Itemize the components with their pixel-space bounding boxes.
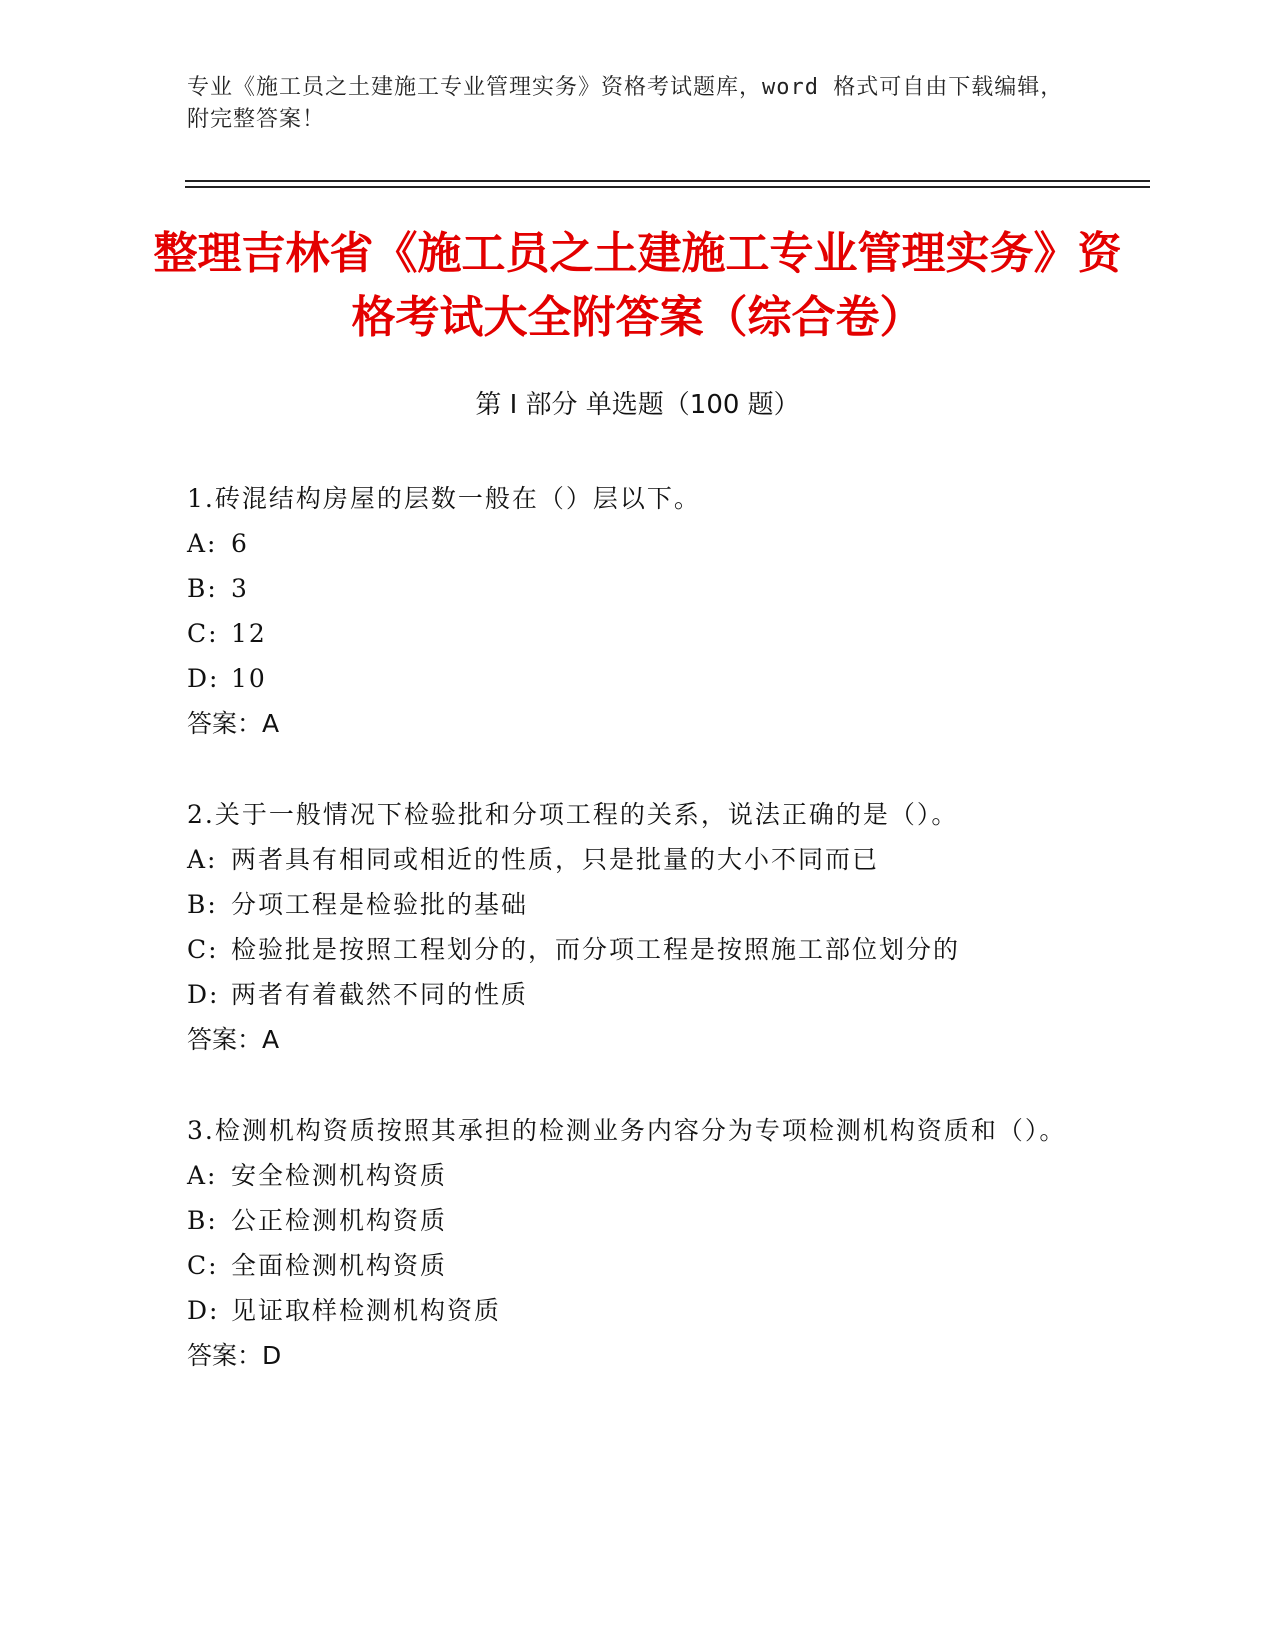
option-text: 分项工程是检验批的基础 bbox=[231, 890, 529, 919]
option-key: C: bbox=[187, 619, 219, 648]
option-key: C: bbox=[187, 1251, 219, 1280]
option-text: 检验批是按照工程划分的，而分项工程是按照施工部位划分的 bbox=[231, 935, 961, 964]
header-divider-bottom bbox=[185, 186, 1150, 188]
option-a bbox=[187, 837, 1067, 882]
question-text: 2.关于一般情况下检验批和分项工程的关系，说法正确的是（）。 bbox=[187, 800, 959, 829]
option-key: B: bbox=[187, 890, 218, 919]
option-d bbox=[187, 1288, 1067, 1333]
question-text: 3.检测机构资质按照其承担的检测业务内容分为专项检测机构资质和（）。 bbox=[187, 1116, 1067, 1145]
document-title: 整理吉林省《施工员之土建施工专业管理实务》资格考试大全附答案（综合卷） bbox=[153, 228, 1122, 343]
header-note: 专业《施工员之土建施工专业管理实务》资格考试题库，word 格式可自由下载编辑，附完整答案！ bbox=[187, 75, 1064, 132]
option-c bbox=[187, 1243, 1067, 1288]
option-text: 两者有着截然不同的性质 bbox=[231, 980, 529, 1009]
answer-line: 答案：D bbox=[187, 1341, 282, 1370]
option-key: A: bbox=[187, 845, 218, 874]
option-key: B: bbox=[187, 1206, 218, 1235]
option-d bbox=[187, 972, 1067, 1017]
option-text: 安全检测机构资质 bbox=[231, 1161, 448, 1190]
answer-line: 答案：A bbox=[187, 1025, 280, 1054]
section-heading: 第 I 部分 单选题（100 题） bbox=[475, 390, 800, 420]
option-key: D: bbox=[187, 664, 220, 693]
option-c bbox=[187, 611, 1067, 656]
option-b bbox=[187, 566, 1067, 611]
header-divider-top bbox=[185, 180, 1150, 182]
question-list bbox=[187, 476, 1067, 1424]
option-key: D: bbox=[187, 1296, 220, 1325]
option-text: 公正检测机构资质 bbox=[231, 1206, 448, 1235]
option-text: 10 bbox=[231, 664, 267, 693]
question-text: 1.砖混结构房屋的层数一般在（）层以下。 bbox=[187, 484, 701, 513]
option-text: 两者具有相同或相近的性质，只是批量的大小不同而已 bbox=[231, 845, 880, 874]
option-a bbox=[187, 1153, 1067, 1198]
option-key: B: bbox=[187, 574, 218, 603]
option-b bbox=[187, 1198, 1067, 1243]
option-b bbox=[187, 882, 1067, 927]
option-key: A: bbox=[187, 1161, 218, 1190]
option-key: C: bbox=[187, 935, 219, 964]
option-key: D: bbox=[187, 980, 220, 1009]
option-text: 全面检测机构资质 bbox=[231, 1251, 448, 1280]
question-2 bbox=[187, 792, 1067, 1062]
option-d bbox=[187, 656, 1067, 701]
option-text: 3 bbox=[231, 574, 249, 603]
option-text: 6 bbox=[231, 529, 249, 558]
option-a bbox=[187, 521, 1067, 566]
question-1 bbox=[187, 476, 1067, 746]
question-3 bbox=[187, 1108, 1067, 1378]
answer-line: 答案：A bbox=[187, 709, 280, 738]
option-key: A: bbox=[187, 529, 218, 558]
option-text: 12 bbox=[231, 619, 267, 648]
option-c bbox=[187, 927, 1067, 972]
option-text: 见证取样检测机构资质 bbox=[231, 1296, 502, 1325]
